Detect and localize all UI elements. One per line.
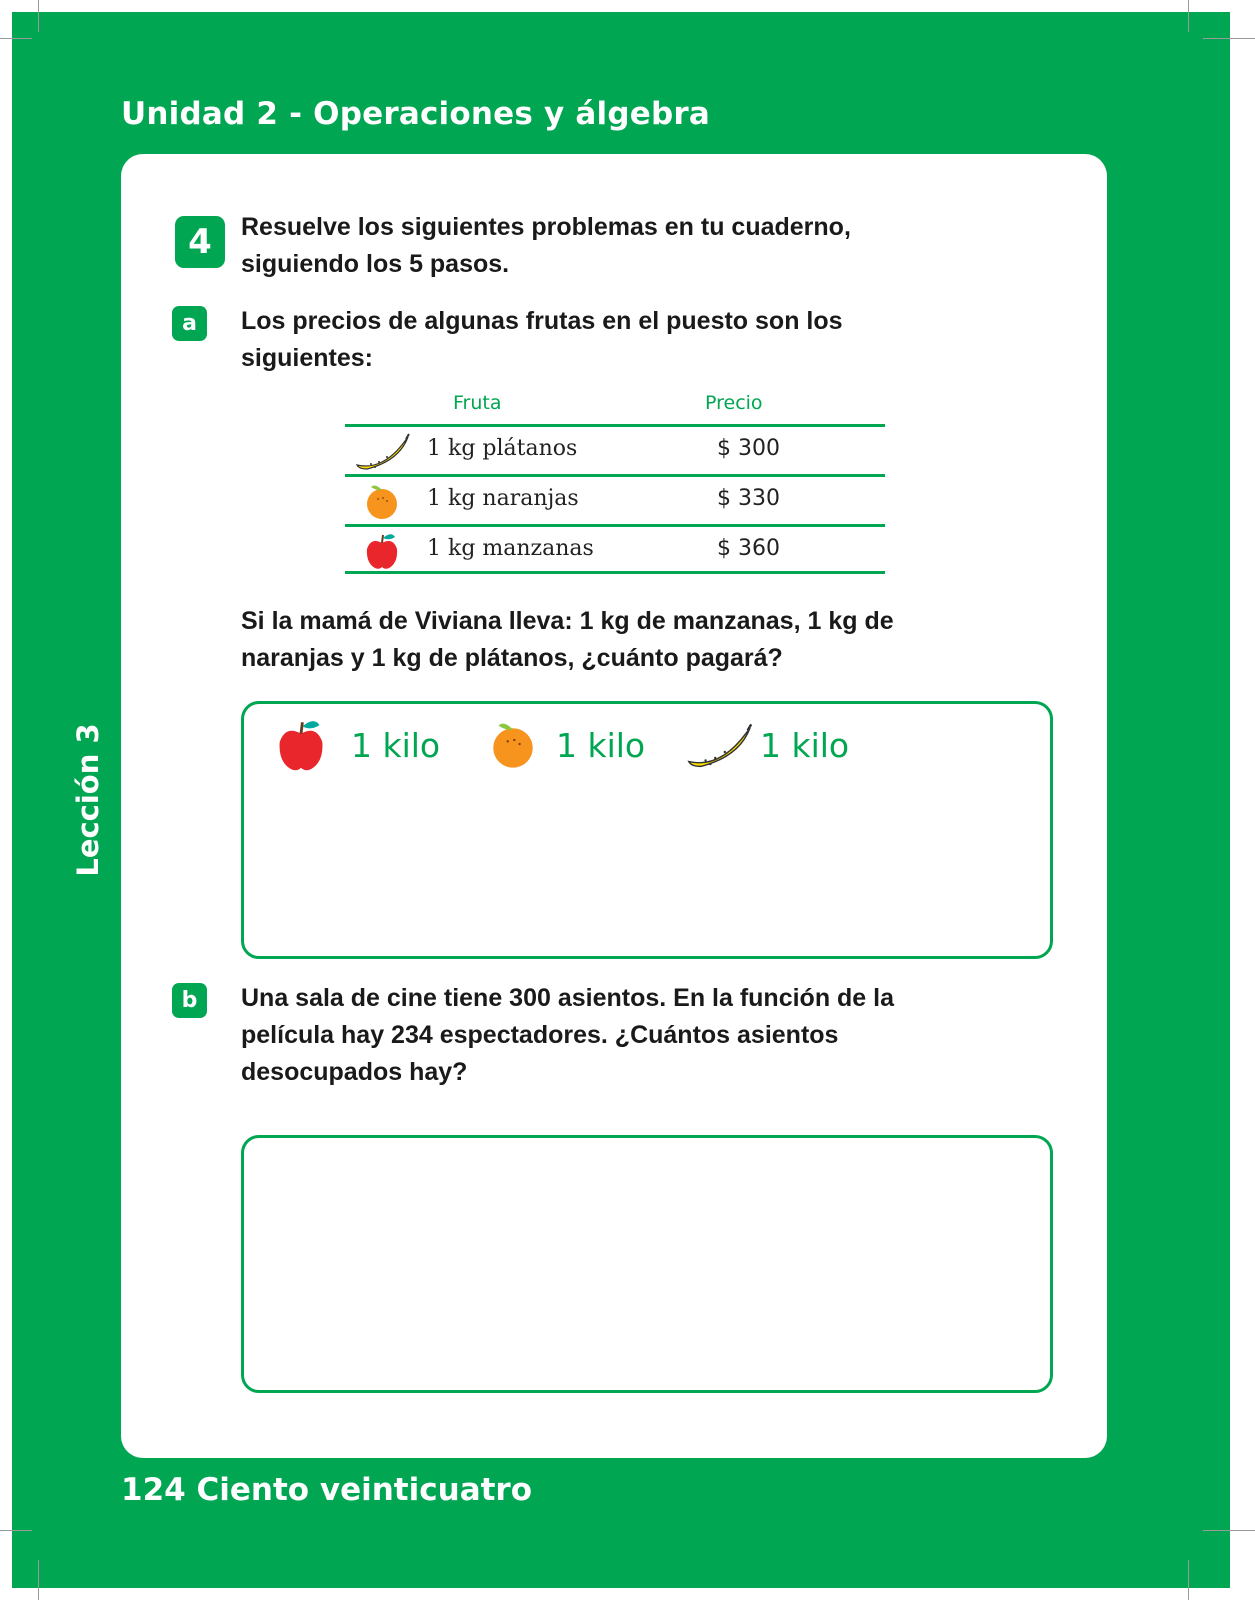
crop-mark	[0, 1530, 32, 1531]
answer-box-b[interactable]	[241, 1135, 1053, 1393]
activity-instruction: Resuelve los siguientes problemas en tu cuaderno, siguiendo los 5 pasos.	[241, 213, 851, 278]
fruit-name: 1 kg plátanos	[427, 436, 578, 461]
banana-icon	[684, 720, 756, 776]
exercise-card	[121, 154, 1107, 1458]
table-header-price: Precio	[705, 392, 763, 414]
item-a-question: Si la mamá de Viviana lleva: 1 kg de manzanas, 1 kg de naranjas y 1 kg de plátanos, ¿cuánto pagará?	[241, 607, 894, 672]
item-a-intro: Los precios de algunas frutas en el puesto son los siguientes:	[241, 307, 843, 372]
kilo-label: 1 kilo	[760, 726, 850, 765]
item-b-badge: b	[172, 983, 207, 1018]
crop-mark	[1203, 1530, 1255, 1531]
apple-icon	[274, 716, 328, 778]
table-row	[345, 474, 885, 524]
fruit-price: $ 330	[717, 486, 780, 511]
answer-box-a[interactable]	[241, 701, 1053, 959]
fruit-name: 1 kg naranjas	[427, 486, 579, 511]
lesson-label: Lección 3	[71, 723, 105, 877]
page-number: 124 Ciento veinticuatro	[121, 1472, 533, 1508]
table-row	[345, 524, 885, 574]
item-b-question: Una sala de cine tiene 300 asientos. En la función de la película hay 234 espectadores. ¿Cuántos asientos desocupados hay?	[241, 984, 895, 1086]
crop-mark	[38, 1560, 39, 1600]
banana-icon	[353, 431, 413, 477]
unit-title: Unidad 2 - Operaciones y álgebra	[121, 96, 710, 132]
fruit-price: $ 300	[717, 436, 780, 461]
kilo-label: 1 kilo	[351, 726, 441, 765]
table-header-fruit: Fruta	[453, 392, 502, 414]
crop-mark	[1188, 0, 1189, 32]
table-row	[345, 424, 885, 474]
activity-number-badge: 4	[175, 216, 225, 268]
crop-mark	[1203, 38, 1255, 39]
orange-icon	[363, 481, 401, 525]
crop-mark	[38, 0, 39, 32]
kilo-label: 1 kilo	[556, 726, 646, 765]
crop-mark	[1188, 1560, 1189, 1600]
fruit-price: $ 360	[717, 536, 780, 561]
orange-icon	[488, 716, 538, 776]
item-a-badge: a	[172, 306, 207, 341]
apple-icon	[363, 531, 401, 575]
fruit-name: 1 kg manzanas	[427, 536, 594, 561]
crop-mark	[0, 38, 32, 39]
